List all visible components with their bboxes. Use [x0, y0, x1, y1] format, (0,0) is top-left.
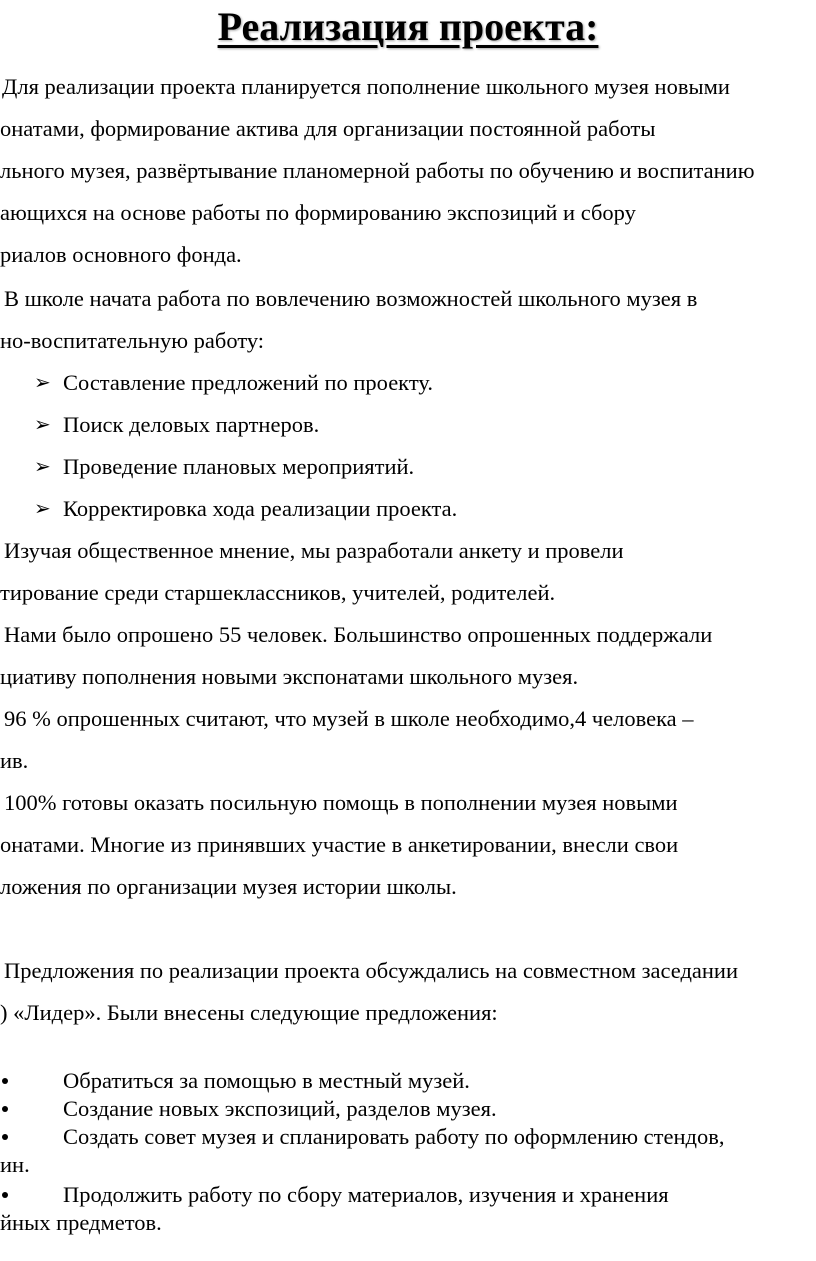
paragraph-line: онатами. Многие из принявших участие в анкетировании, внесли свои: [0, 832, 679, 857]
list-item: Составление предложений по проекту.: [63, 370, 433, 395]
paragraph-line: Предложения по реализации проекта обсуждались на совместном заседании: [4, 958, 739, 983]
paragraph-line: Изучая общественное мнение, мы разработали анкету и провели: [4, 538, 624, 563]
page-title: Реализация проекта:: [217, 4, 599, 49]
paragraph-line: В школе начата работа по вовлечению возможностей школьного музея в: [4, 286, 698, 311]
arrow-bullet-icon: ➢: [34, 372, 51, 394]
paragraph-line: ив.: [0, 748, 29, 773]
list-item: Проведение плановых мероприятий.: [63, 454, 415, 479]
arrow-bullet-icon: ➢: [34, 456, 51, 478]
paragraph-line: риалов основного фонда.: [0, 242, 242, 267]
list-item-continuation: ин.: [0, 1152, 30, 1177]
paragraph-line: 96 % опрошенных считают, что музей в школе необходимо,4 человека –: [4, 706, 694, 731]
paragraph-line: Для реализации проекта планируется пополнение школьного музея новыми: [2, 74, 730, 99]
arrow-bullet-icon: ➢: [34, 414, 51, 436]
paragraph-line: но-воспитательную работу:: [0, 328, 265, 353]
list-item: Обратиться за помощью в местный музей.: [63, 1068, 470, 1093]
paragraph-line: 100% готовы оказать посильную помощь в пополнении музея новыми: [4, 790, 678, 815]
bullet-dot-icon: [2, 1106, 8, 1112]
paragraph-line: циативу пополнения новыми экспонатами школьного музея.: [0, 664, 579, 689]
paragraph-line: ложения по организации музея истории школы.: [0, 874, 457, 899]
list-item: Продолжить работу по сбору материалов, изучения и хранения: [63, 1182, 669, 1207]
list-item: Корректировка хода реализации проекта.: [63, 496, 458, 521]
paragraph-line: Нами было опрошено 55 человек. Большинство опрошенных поддержали: [4, 622, 713, 647]
bullet-dot-icon: [2, 1134, 8, 1140]
list-item-continuation: йных предметов.: [0, 1210, 162, 1235]
arrow-bullet-icon: ➢: [34, 498, 51, 520]
paragraph-line: льного музея, развёртывание планомерной работы по обучению и воспитанию: [0, 158, 755, 183]
bullet-dot-icon: [2, 1078, 8, 1084]
list-item: Создать совет музея и спланировать работу по оформлению стендов,: [63, 1124, 725, 1149]
paragraph-line: ) «Лидер». Были внесены следующие предложения:: [0, 1000, 498, 1025]
list-item: Создание новых экспозиций, разделов музея.: [63, 1096, 497, 1121]
paragraph-line: онатами, формирование актива для организации постоянной работы: [0, 116, 656, 141]
paragraph-line: тирование среди старшеклассников, учителей, родителей.: [0, 580, 556, 605]
bullet-dot-icon: [2, 1192, 8, 1198]
list-item: Поиск деловых партнеров.: [63, 412, 320, 437]
paragraph-line: ающихся на основе работы по формированию экспозиций и сбору: [0, 200, 636, 225]
